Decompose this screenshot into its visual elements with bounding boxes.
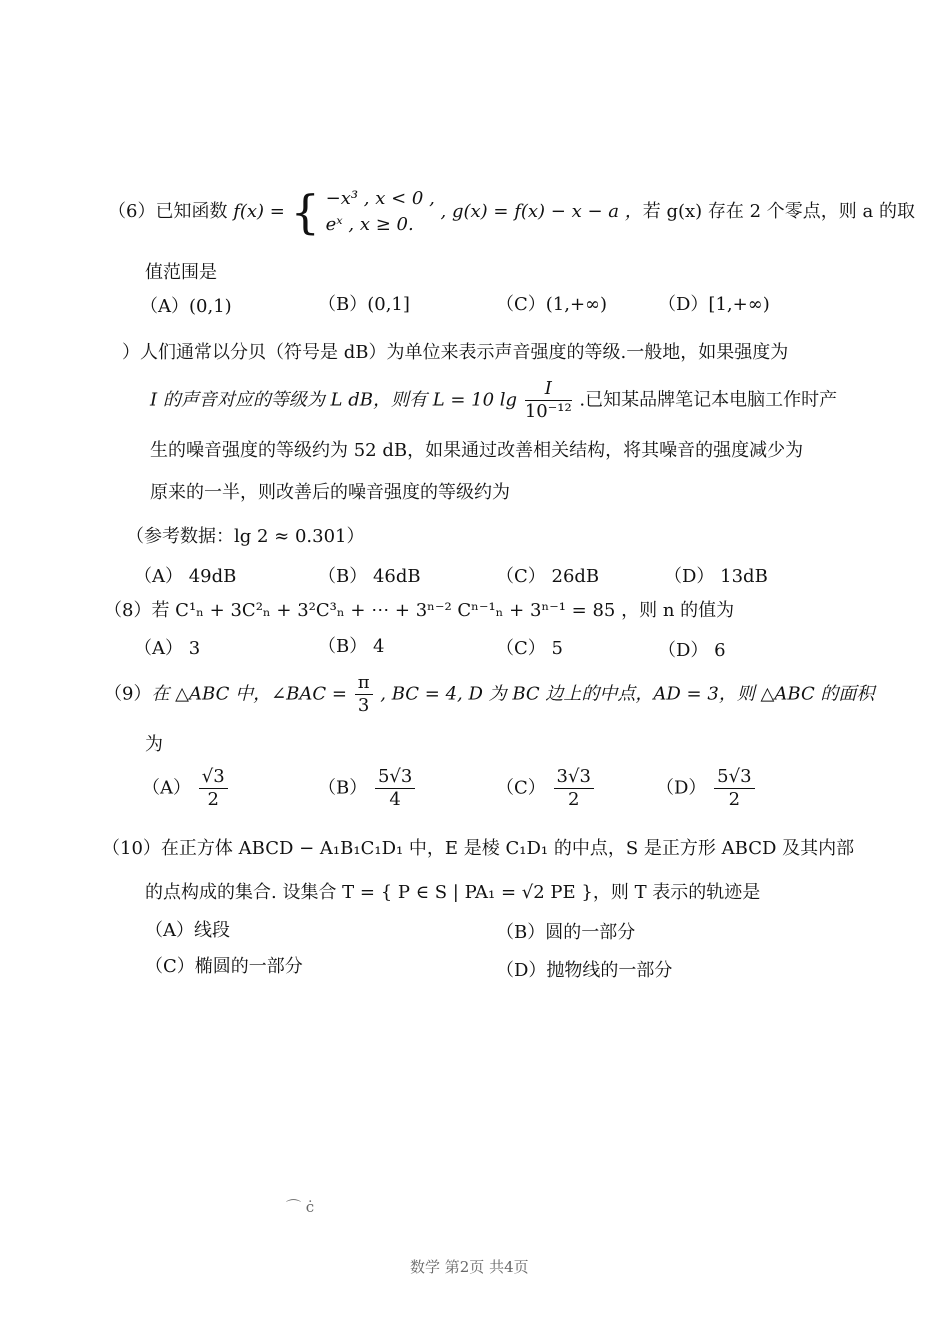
q9-option-c — [496, 766, 596, 811]
q9-option-c-label: （C） — [496, 777, 546, 799]
q6-line1 — [108, 186, 915, 238]
q7-number: ） — [122, 342, 140, 363]
q7-frac-den: 10⁻¹² — [524, 401, 572, 422]
q6-number: （6） — [108, 201, 156, 222]
q6-option-d: （D）[1,+∞) — [658, 294, 770, 315]
q7-line4: 原来的一半，则改善后的噪音强度的等级约为 — [150, 482, 510, 503]
q9-option-b-label: （B） — [318, 777, 368, 799]
q8-option-d: （D） 6 — [658, 640, 726, 661]
q7-line2 — [150, 378, 837, 423]
q9-option-d-num: 5√3 — [714, 766, 754, 789]
q6-fx: f(x) = — [233, 201, 285, 222]
q6-cases — [326, 186, 435, 238]
q7-frac-num: I — [525, 378, 572, 401]
q7-line1 — [122, 338, 788, 364]
q9-angle-fraction — [355, 672, 373, 717]
q9-number: （9） — [104, 683, 152, 705]
footer-mark: ⌒ ċ — [286, 1198, 315, 1216]
q9-option-b-den: 4 — [389, 789, 401, 810]
q6-option-c: （C）(1,+∞) — [496, 294, 608, 315]
q10-option-b: （B）圆的一部分 — [496, 922, 636, 943]
q9-option-c-num: 3√3 — [554, 766, 594, 789]
q7-option-a: （A） 49dB — [134, 566, 237, 587]
footer-page-number: 数学 第2页 共4页 — [410, 1258, 529, 1276]
q8-option-c: （C） 5 — [496, 638, 563, 659]
q6-line2: 值范围是 — [145, 262, 217, 283]
q7-line1-text: 人们通常以分贝（符号是 dB）为单位来表示声音强度的等级.一般地，如果强度为 — [140, 342, 789, 363]
q9-option-c-frac — [554, 766, 594, 811]
q9-option-a-den: 2 — [207, 789, 219, 810]
q7-line3: 生的噪音强度的等级约为 52 dB，如果通过改善相关结构，将其噪音的强度减少为 — [150, 440, 804, 461]
q9-option-b — [318, 766, 417, 811]
q10-number: （10） — [102, 838, 161, 859]
q9-option-a-frac — [199, 766, 228, 811]
q9-option-d-den: 2 — [728, 789, 741, 810]
q9-stem-a: 在 △ABC 中，∠BAC = — [151, 683, 347, 705]
q6-gx: , g(x) = f(x) − x − a ， — [440, 201, 643, 222]
q8-stem: 若 C¹ₙ + 3C²ₙ + 3²C³ₙ + ⋯ + 3ⁿ⁻² Cⁿ⁻¹ₙ + 3ⁿ⁻¹ = 85 ，则 n 的值为 — [151, 600, 735, 621]
q7-reference: （参考数据：lg 2 ≈ 0.301） — [126, 526, 365, 547]
q7-line2-b: .已知某品牌笔记本电脑工作时产 — [579, 389, 838, 411]
q6-lead: 已知函数 — [155, 201, 228, 222]
q7-option-d: （D） 13dB — [664, 566, 768, 587]
q7-fraction — [525, 378, 572, 423]
q9-option-b-frac — [375, 766, 415, 811]
q7-option-b: （B） 46dB — [318, 566, 421, 587]
q9-option-a-label: （A） — [142, 777, 191, 799]
q8-number: （8） — [104, 600, 152, 621]
q7-option-c: （C） 26dB — [496, 566, 600, 587]
q9-option-c-den: 2 — [567, 789, 580, 810]
q10-option-a: （A）线段 — [145, 920, 230, 941]
q9-option-b-num: 5√3 — [375, 766, 415, 789]
q9-stem-b: , BC = 4, D 为 BC 边上的中点，AD = 3，则 △ABC 的面积 — [380, 683, 875, 705]
q10-option-d: （D）抛物线的一部分 — [496, 960, 673, 981]
q6-case1: −x³ , x < 0 , — [325, 188, 435, 209]
q9-option-d — [656, 766, 757, 811]
q6-case2: eˣ , x ≥ 0. — [325, 214, 414, 235]
q6-brace: { — [290, 185, 320, 239]
q10-line1 — [102, 834, 854, 860]
q9-option-a-num: √3 — [199, 766, 228, 789]
q10-line1-text: 在正方体 ABCD − A₁B₁C₁D₁ 中，E 是棱 C₁D₁ 的中点，S 是正方形 ABCD 及其内部 — [160, 838, 855, 859]
q8-option-a: （A） 3 — [134, 638, 201, 659]
q9-option-d-frac — [714, 766, 754, 811]
q8-option-b: （B） 4 — [318, 636, 385, 657]
q9-pi-den: 3 — [357, 695, 370, 716]
q9-line1 — [104, 672, 874, 717]
q6-option-a: （A）(0,1) — [140, 296, 232, 317]
q9-option-d-label: （D） — [656, 777, 707, 799]
q9-line2: 为 — [145, 734, 163, 755]
q9-pi-num: π — [355, 672, 373, 695]
q9-option-a — [142, 766, 230, 811]
q10-option-c: （C）椭圆的一部分 — [145, 956, 303, 977]
q8-line1 — [104, 596, 734, 622]
q6-tail: 若 g(x) 存在 2 个零点，则 a 的取 — [642, 201, 915, 222]
q7-line2-a: I 的声音对应的等级为 L dB，则有 L = 10 lg — [150, 389, 518, 411]
q6-option-b: （B）(0,1] — [318, 294, 410, 315]
q10-line2: 的点构成的集合. 设集合 T = { P ∈ S | PA₁ = √2 PE }，则 T 表示的轨迹是 — [145, 882, 761, 903]
